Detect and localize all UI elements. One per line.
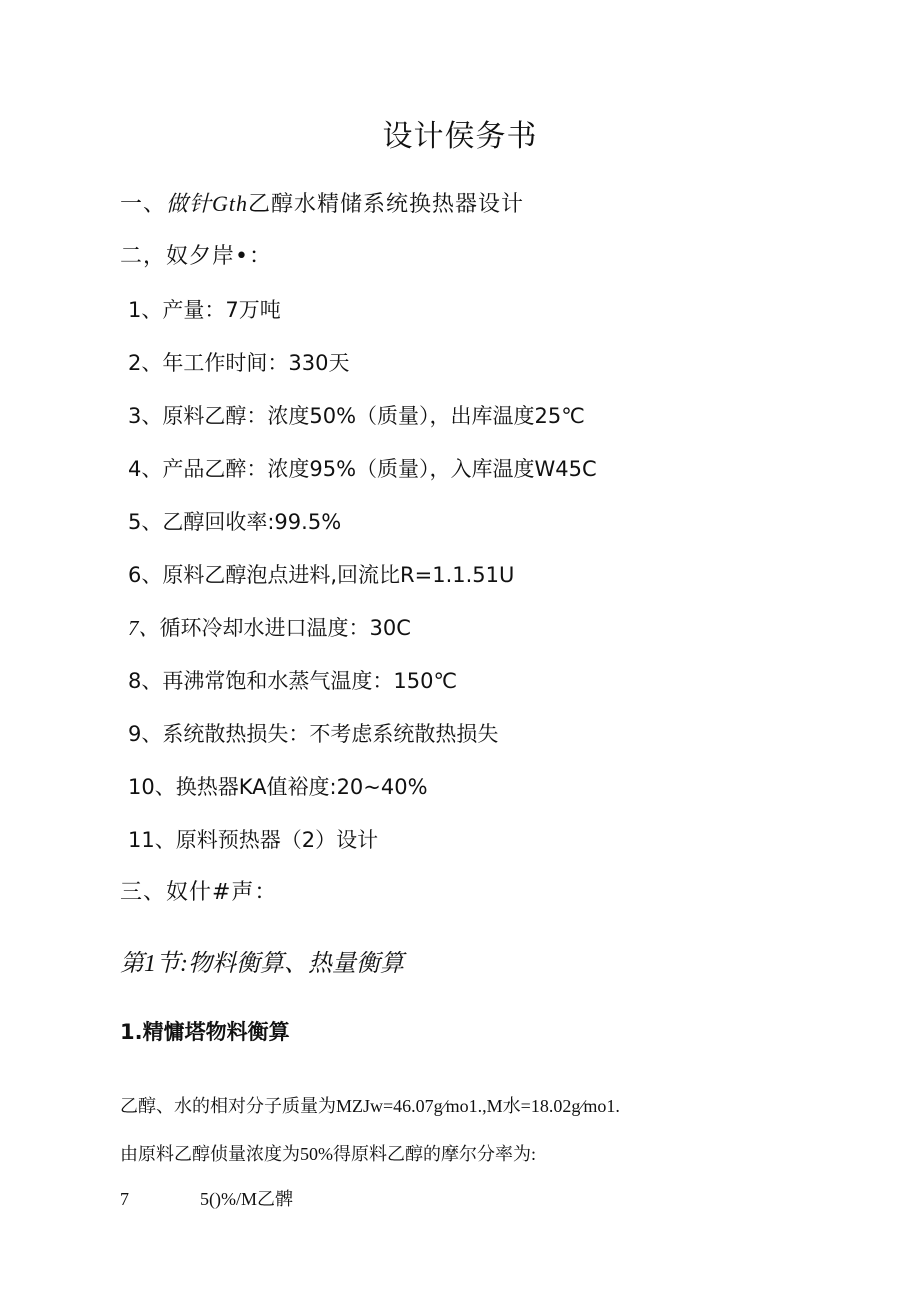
section-heading: 第1节:物料衡算、热量衡算 [120, 951, 404, 977]
part-one-text: 乙醇水精储系统换热器设计 [248, 192, 525, 217]
formula-left-part: 7 [120, 1189, 129, 1209]
requirement-item-1: 1、产量：7万吨 [128, 298, 281, 322]
requirement-item-3: 3、原料乙醇：浓度50%（质量），出库温度25℃ [128, 404, 585, 428]
requirement-item-4: 4、产品乙醉：浓度95%（质量），入库温度W45C [128, 457, 597, 481]
requirement-item-9: 9、系统散热损失：不考虑系统散热损失 [128, 722, 499, 746]
body-paragraph-2: 由原料乙醇侦量浓度为50%得原料乙醇的摩尔分率为: [120, 1144, 536, 1164]
requirement-item-2: 2、年工作时间：330天 [128, 351, 350, 375]
body-paragraph-1: 乙醇、水的相对分子质量为MZJw=46.07g∕mo1.,M水=18.02g∕mo1. [120, 1096, 620, 1116]
subsection-heading: 1.精慵塔物料衡算 [120, 1020, 290, 1044]
requirement-item-6: 6、原料乙醇泡点进料,回流比R=1.1.51U [128, 563, 515, 587]
requirement-item-8: 8、再沸常饱和水蒸气温度：150℃ [128, 669, 458, 693]
part-three-heading: 三、奴什#声： [120, 880, 278, 905]
part-one-prefix: 一、 [120, 192, 167, 217]
requirement-item-10: 10、换热器KA值裕度:20~40% [128, 775, 428, 799]
part-one-heading [120, 193, 524, 216]
part-two-heading: 二，奴夕岸•： [120, 244, 272, 269]
requirement-item-11: 11、原料预热器（2）设计 [128, 828, 379, 852]
formula-right-part: 5()%/M乙髀 [200, 1189, 293, 1209]
requirement-item-5: 5、乙醇回收率:99.5% [128, 510, 342, 534]
requirement-item-7 [128, 618, 411, 639]
part-one-italic-text: 做针Gth [166, 191, 249, 216]
document-title: 设计侯务书 [382, 119, 538, 154]
requirement-item-7-text: 循环冷却水进口温度：30C [159, 616, 411, 640]
requirement-item-7-number: 7、 [128, 616, 160, 640]
